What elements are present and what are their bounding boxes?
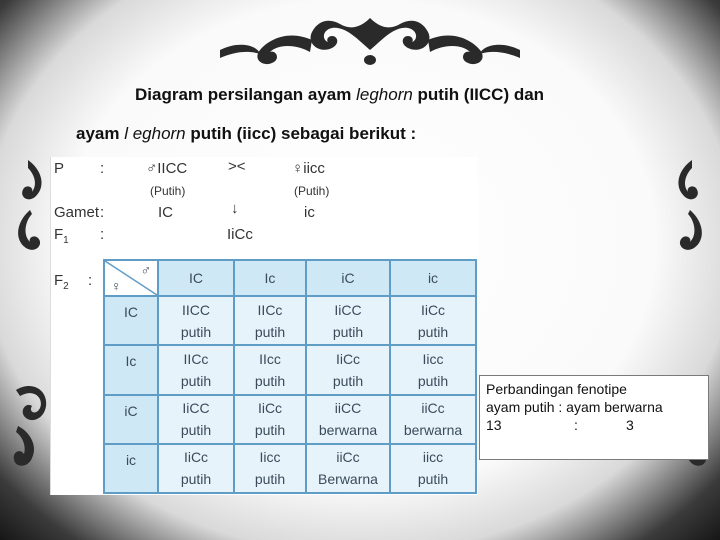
column-header: IC <box>158 260 234 296</box>
p-label: P <box>54 160 65 177</box>
ratio-value-a: 13 <box>486 417 502 433</box>
ratio-separator: : <box>574 417 578 433</box>
cell-phenotype: putih <box>180 372 212 389</box>
title-line-2 <box>76 124 416 144</box>
title-text: putih (iicc) sebagai berikut : <box>185 124 417 143</box>
gamet-label: Gamet <box>54 204 100 221</box>
cell-phenotype: putih <box>254 372 286 389</box>
f1-label <box>54 226 69 246</box>
colon: : <box>100 160 105 177</box>
column-header: ic <box>390 260 476 296</box>
cross-symbol: >< <box>228 158 246 175</box>
cell-phenotype: putih <box>254 323 286 340</box>
f2-label <box>54 272 69 292</box>
cell-genotype: Iicc <box>259 449 281 466</box>
cell-phenotype: putih <box>332 323 364 340</box>
table-cell <box>158 296 234 345</box>
cell-phenotype: putih <box>417 372 449 389</box>
row-header: Ic <box>104 345 158 394</box>
column-header: iC <box>306 260 390 296</box>
cell-genotype: iiCc <box>336 449 360 466</box>
ratio-values <box>486 416 702 434</box>
cell-phenotype: berwarna <box>403 422 463 439</box>
colon: : <box>88 272 93 289</box>
ratio-value-b: 3 <box>626 417 634 433</box>
female-parent-phenotype: (Putih) <box>294 184 330 198</box>
cell-genotype: IiCC <box>334 301 362 318</box>
table-cell <box>158 345 234 394</box>
table-cell <box>158 444 234 493</box>
colon: : <box>100 204 105 221</box>
table-cell <box>306 296 390 345</box>
ratio-title: Perbandingan fenotipe <box>486 381 627 397</box>
cell-phenotype: putih <box>180 422 212 439</box>
ratio-subtitle: ayam putih : ayam berwarna <box>486 399 663 415</box>
cell-genotype: IICc <box>183 350 209 367</box>
cell-genotype: IiCc <box>335 350 361 367</box>
table-cell <box>390 345 476 394</box>
table-cell <box>306 345 390 394</box>
cell-phenotype: Berwarna <box>318 471 378 488</box>
cell-phenotype: putih <box>180 323 212 340</box>
f1-subscript: 1 <box>63 235 69 246</box>
cell-genotype: IICc <box>257 301 283 318</box>
row-header: ic <box>104 444 158 493</box>
title-italic-text: leghorn <box>356 85 413 104</box>
female-gamete: ic <box>304 204 315 221</box>
table-cell <box>234 296 306 345</box>
title-line-1 <box>135 85 544 105</box>
table-row <box>104 395 476 444</box>
title-italic-text: l eghorn <box>124 124 186 143</box>
cell-genotype: iicc <box>422 449 444 466</box>
f1-genotype: IiCc <box>227 226 253 243</box>
table-cell <box>306 444 390 493</box>
colon: : <box>100 226 105 243</box>
male-parent-genotype: ♂IICC <box>146 160 188 177</box>
cell-phenotype: putih <box>417 323 449 340</box>
table-row <box>104 345 476 394</box>
top-ornament-icon <box>200 10 540 70</box>
f1-letter: F <box>54 226 64 243</box>
punnett-square <box>103 259 477 494</box>
f2-subscript: 2 <box>63 281 69 292</box>
table-row <box>104 296 476 345</box>
table-cell <box>234 345 306 394</box>
cell-genotype: IIcc <box>259 350 281 367</box>
punnett-corner <box>104 260 158 296</box>
title-text: ayam <box>76 124 125 143</box>
female-parent-genotype: ♀iicc <box>292 160 325 177</box>
table-cell <box>158 395 234 444</box>
cell-phenotype: putih <box>417 471 449 488</box>
title-text: putih (IICC) dan <box>412 85 545 104</box>
title-text: Diagram persilangan ayam <box>135 85 357 104</box>
cell-genotype: iiCc <box>421 400 445 417</box>
table-cell <box>234 395 306 444</box>
column-header: Ic <box>234 260 306 296</box>
male-symbol-icon: ♂ <box>140 262 151 278</box>
table-row <box>104 444 476 493</box>
row-header: iC <box>104 395 158 444</box>
table-cell <box>306 395 390 444</box>
cell-genotype: Iicc <box>422 350 444 367</box>
table-cell <box>390 444 476 493</box>
down-arrow-icon: ↓ <box>231 200 239 217</box>
cell-phenotype: putih <box>332 372 364 389</box>
female-symbol-icon: ♀ <box>111 278 122 294</box>
cell-phenotype: putih <box>254 422 286 439</box>
f2-letter: F <box>54 272 64 289</box>
cell-genotype: iiCC <box>334 400 362 417</box>
table-cell <box>390 296 476 345</box>
cell-phenotype: berwarna <box>318 422 378 439</box>
phenotype-ratio-box <box>479 375 709 460</box>
left-ornament-icon <box>6 150 52 480</box>
male-gamete: IC <box>158 204 173 221</box>
table-cell <box>390 395 476 444</box>
row-header: IC <box>104 296 158 345</box>
cell-genotype: IiCc <box>420 301 446 318</box>
cell-genotype: IiCc <box>257 400 283 417</box>
cell-phenotype: putih <box>254 471 286 488</box>
cell-genotype: IiCc <box>183 449 209 466</box>
cell-genotype: IiCC <box>182 400 210 417</box>
cell-phenotype: putih <box>180 471 212 488</box>
table-cell <box>234 444 306 493</box>
cell-genotype: IICC <box>182 301 210 318</box>
male-parent-phenotype: (Putih) <box>150 184 186 198</box>
